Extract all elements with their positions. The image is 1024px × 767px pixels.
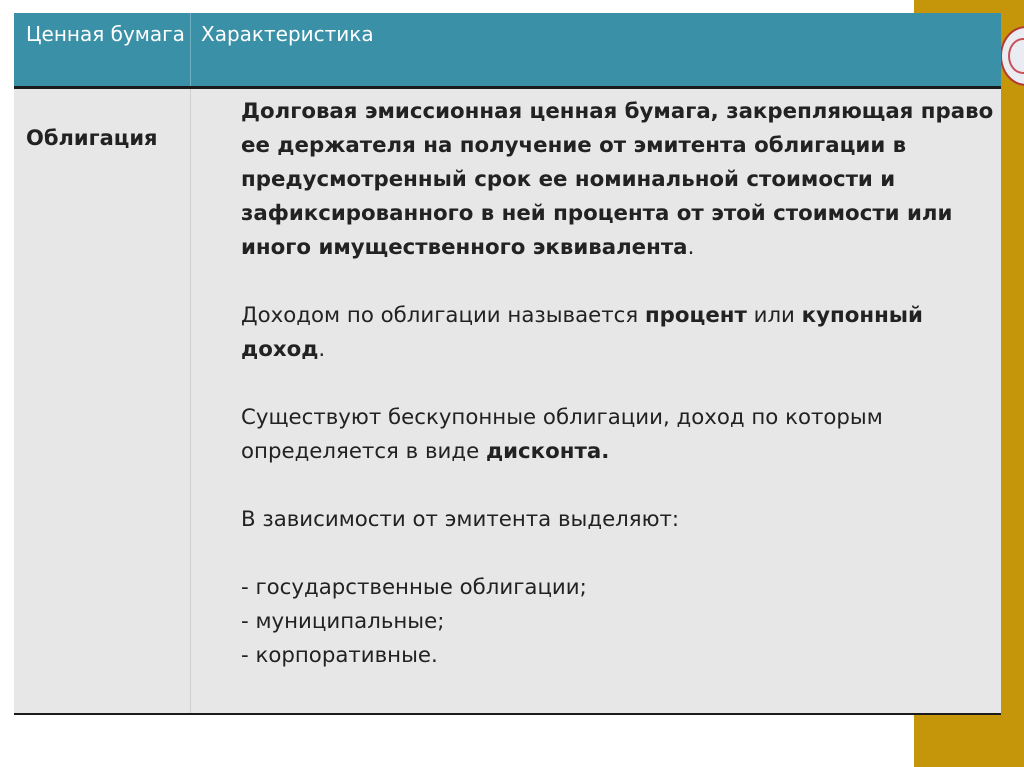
coupon-paragraph <box>201 401 996 469</box>
coupon-text: Существуют бескупонные облигации, доход по которым определяется в виде <box>241 405 883 464</box>
definition-paragraph <box>201 95 996 265</box>
definition-text: Долговая эмиссионная ценная бумага, закрепляющая право ее держателя на получение от эмитента облигации в предусмотренный срок ее номинальной стоимости и зафиксированного в ней процента от этой стоимости или иного имущественного эквивалента <box>241 99 994 260</box>
list-item-corporate: - корпоративные. <box>241 643 438 668</box>
coupon-discount: дисконта <box>485 439 602 464</box>
coupon-end: . <box>601 439 610 464</box>
income-end: . <box>318 337 326 362</box>
income-coupon: купонный доход <box>241 303 923 362</box>
income-percent: процент <box>644 303 747 328</box>
header-security: Ценная бумага <box>26 22 185 46</box>
term-cell: Облигация <box>26 126 158 150</box>
logo-emblem <box>998 26 1024 88</box>
header-divider <box>190 13 191 86</box>
column-divider <box>190 89 191 713</box>
list-item-state: - государственные облигации; <box>241 575 587 600</box>
list-item-municipal: - муниципальные; <box>241 609 445 634</box>
table-bottom-border <box>14 713 1001 715</box>
definition-end: . <box>687 235 695 260</box>
income-text: Доходом по облигации называется <box>241 303 645 328</box>
table-header <box>14 13 1001 89</box>
income-paragraph <box>201 299 996 367</box>
header-characteristic: Характеристика <box>201 22 374 46</box>
securities-table <box>14 13 1001 715</box>
income-mid: или <box>746 303 802 328</box>
logo-disc <box>1000 26 1024 86</box>
description-cell <box>201 95 996 673</box>
issuer-intro: В зависимости от эмитента выделяют: <box>241 507 680 532</box>
